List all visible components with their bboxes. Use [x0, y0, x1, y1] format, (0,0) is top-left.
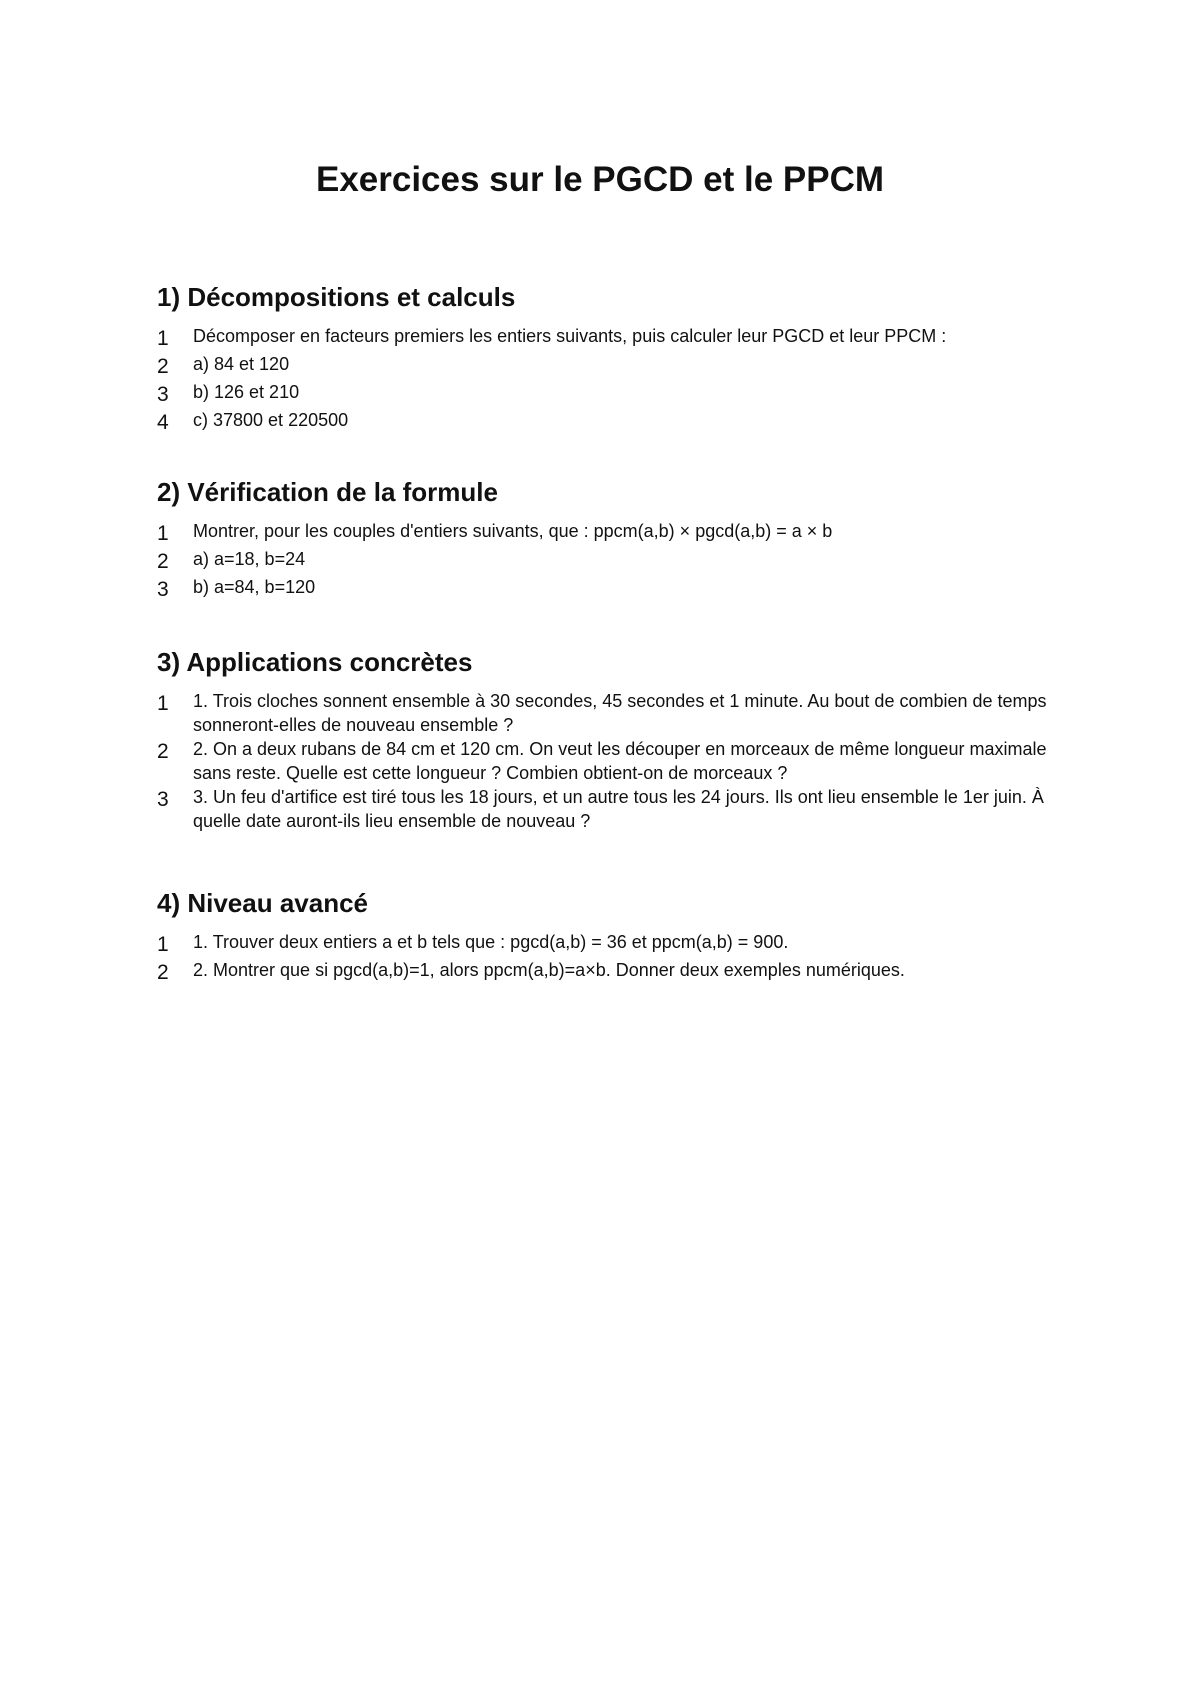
line-number: 4: [157, 411, 169, 434]
list-item: [157, 930, 1057, 958]
item-text: 1. Trois cloches sonnent ensemble à 30 secondes, 45 secondes et 1 minute. Au bout de combien de temps sonneront-elles de nouveau ensemble ?: [193, 691, 1047, 735]
line-number: 3: [157, 578, 169, 601]
section-heading: 2) Vérification de la formule: [157, 477, 498, 507]
line-number: 1: [157, 692, 169, 715]
item-text: 3. Un feu d'artifice est tiré tous les 18 jours, et un autre tous les 24 jours. Ils ont lieu ensemble le 1er juin. À quelle date auront-ils lieu ensemble de nouveau ?: [193, 787, 1044, 831]
line-number: 2: [157, 740, 169, 763]
list-item: [157, 352, 1057, 380]
list-item: [157, 575, 1057, 603]
list-item: [157, 324, 1057, 352]
item-text: 1. Trouver deux entiers a et b tels que : pgcd(a,b) = 36 et ppcm(a,b) = 900.: [193, 932, 789, 952]
list-item: [157, 547, 1057, 575]
section-niveau-avance: [157, 886, 1057, 986]
section-decompositions: [157, 280, 1057, 436]
section-applications-concretes: [157, 645, 1057, 833]
list-item: [157, 689, 1057, 737]
document-title: Exercices sur le PGCD et le PPCM: [315, 160, 885, 199]
item-text: a) 84 et 120: [193, 354, 290, 374]
section-heading: 4) Niveau avancé: [157, 888, 369, 918]
list-item: [157, 519, 1057, 547]
list-item: [157, 737, 1057, 785]
item-text: Montrer, pour les couples d'entiers suivants, que : ppcm(a,b) × pgcd(a,b) = a × b: [193, 521, 833, 541]
item-text: b) 126 et 210: [193, 382, 300, 402]
line-number: 1: [157, 933, 169, 956]
item-text: b) a=84, b=120: [193, 577, 316, 597]
line-number: 2: [157, 355, 169, 378]
line-number: 1: [157, 327, 169, 350]
line-number: 2: [157, 961, 169, 984]
list-item: [157, 408, 1057, 436]
line-number: 3: [157, 788, 169, 811]
item-text: 2. On a deux rubans de 84 cm et 120 cm. On veut les découper en morceaux de même longueur maximale sans reste. Quelle est cette longueur ? Combien obtient-on de morceaux ?: [193, 739, 1047, 783]
line-number: 3: [157, 383, 169, 406]
list-item: [157, 380, 1057, 408]
line-number: 2: [157, 550, 169, 573]
item-text: a) a=18, b=24: [193, 549, 306, 569]
item-text: 2. Montrer que si pgcd(a,b)=1, alors ppcm(a,b)=a×b. Donner deux exemples numériques.: [193, 960, 905, 980]
list-item: [157, 785, 1057, 833]
item-text: c) 37800 et 220500: [193, 410, 349, 430]
list-item: [157, 958, 1057, 986]
section-heading: 3) Applications concrètes: [157, 647, 473, 677]
section-heading: 1) Décompositions et calculs: [157, 282, 516, 312]
item-text: Décomposer en facteurs premiers les entiers suivants, puis calculer leur PGCD et leur PPCM :: [193, 326, 947, 346]
section-verification-formule: [157, 475, 1057, 603]
line-number: 1: [157, 522, 169, 545]
